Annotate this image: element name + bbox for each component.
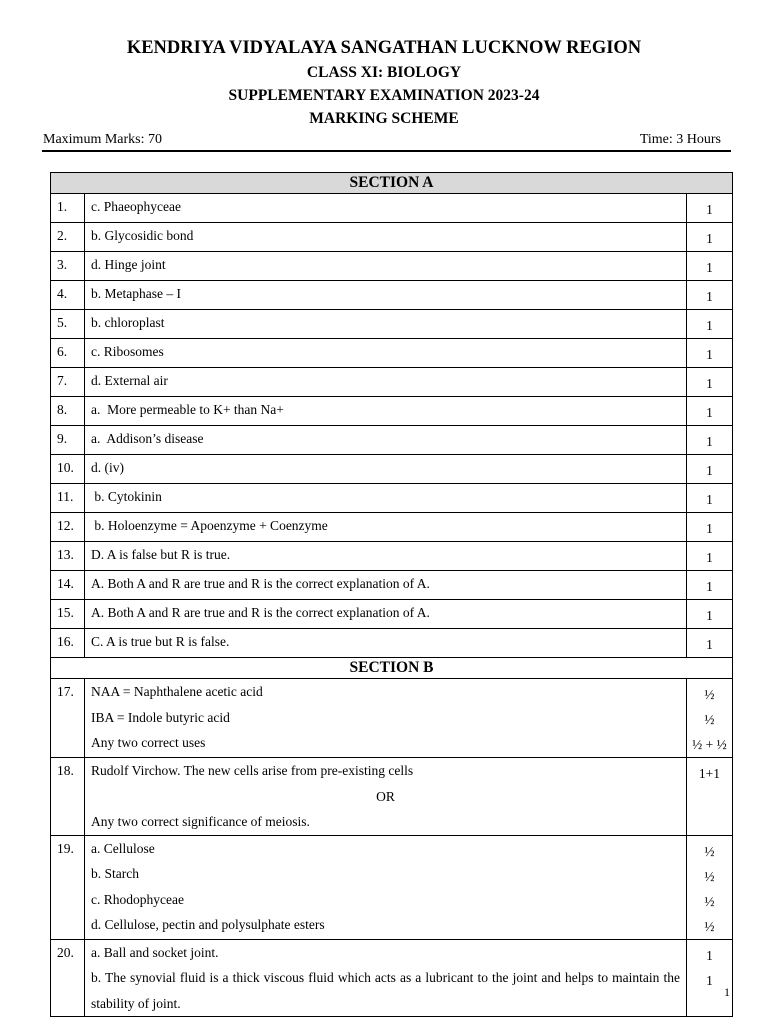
mark-value: 1 [686,426,732,455]
answer-line: a. Cellulose [91,840,155,856]
mark-value: 1+1 [698,766,721,781]
mark-value: 1 [686,310,732,339]
question-row [51,194,733,223]
question-row [51,252,733,281]
mark-value: 1 [686,368,732,397]
question-row [51,513,733,542]
question-row [51,223,733,252]
answer-line: IBA = Indole butyric acid [91,709,230,725]
answer-line: a. Ball and socket joint. [91,944,219,960]
question-number: 17. [51,679,85,758]
mark-value: 1 [686,194,732,223]
marks-cell [686,939,732,1017]
answer-text: a. More permeable to K+ than Na+ [85,397,687,426]
mark-value: 1 [686,397,732,426]
answer-text: a. Addison’s disease [85,426,687,455]
question-row-19 [51,835,733,939]
header-rule [42,150,731,152]
question-row-20 [51,939,733,1017]
mark-value: ½ [704,918,715,934]
question-number: 1. [51,194,85,223]
answer-line: d. Cellulose, pectin and polysulphate esters [91,917,325,932]
answer-text: d. (iv) [85,455,687,484]
mark-value: 1 [686,600,732,629]
question-number: 14. [51,571,85,600]
section-a-title: SECTION A [51,173,733,194]
section-b-title: SECTION B [51,658,733,679]
answer-line: NAA = Naphthalene acetic acid [91,684,263,699]
marking-scheme-body [51,173,733,1017]
question-number: 13. [51,542,85,571]
mark-value: 1 [686,542,732,571]
answer-line: b. Starch [91,866,139,881]
question-row [51,310,733,339]
question-number: 4. [51,281,85,310]
page-number: 1 [724,985,730,999]
answer-cell [85,758,687,836]
mark-value: 1 [686,223,732,252]
marks-cell [686,679,732,758]
mark-value: ½ [704,893,715,909]
mark-value: ½ [704,843,715,859]
answer-text: b. Glycosidic bond [85,223,687,252]
mark-value: 1 [686,339,732,368]
question-row [51,600,733,629]
question-row-17 [51,679,733,758]
max-marks: Maximum Marks: 70 [43,132,162,147]
mark-value: ½ [704,868,715,884]
mark-value: 1 [686,571,732,600]
question-row-18 [51,758,733,836]
question-number: 5. [51,310,85,339]
question-row [51,339,733,368]
question-row [51,542,733,571]
marks-cell [686,835,732,939]
question-row [51,368,733,397]
answer-cell [85,679,687,758]
answer-text: A. Both A and R are true and R is the correct explanation of A. [85,571,687,600]
question-number: 20. [51,939,85,1017]
question-number: 8. [51,397,85,426]
question-row [51,484,733,513]
exam-title: SUPPLEMENTARY EXAMINATION 2023-24 [228,87,540,104]
mark-value: 1 [686,484,732,513]
question-number: 11. [51,484,85,513]
question-number: 10. [51,455,85,484]
question-number: 3. [51,252,85,281]
answer-text: b. Cytokinin [85,484,687,513]
answer-paragraph: b. The synovial fluid is a thick viscous fluid which acts as a lubricant to the joint and helps to maintain the stability of joint. [91,970,680,1011]
answer-cell [85,835,687,939]
answer-line: c. Rhodophyceae [91,891,184,907]
answer-text: b. Metaphase – I [85,281,687,310]
mark-value: ½ [704,687,715,702]
marks-cell [686,758,732,836]
mark-value: 1 [706,972,713,988]
answer-text: A. Both A and R are true and R is the correct explanation of A. [85,600,687,629]
answer-text: c. Phaeophyceae [85,194,687,223]
answer-line: Any two correct uses [91,735,206,750]
mark-value: ½ + ½ [692,737,727,752]
answer-text: C. A is true but R is false. [85,629,687,658]
mark-value: 1 [706,947,713,963]
class-title: CLASS XI: BIOLOGY [306,64,462,81]
time-allowed: Time: 3 Hours [639,132,721,147]
org-title: KENDRIYA VIDYALAYA SANGATHAN LUCKNOW REGION [126,38,642,58]
document-title: MARKING SCHEME [309,110,459,127]
answer-text: b. chloroplast [85,310,687,339]
question-row [51,397,733,426]
question-number: 12. [51,513,85,542]
section-b-header [51,658,733,679]
mark-value: 1 [686,455,732,484]
question-number: 6. [51,339,85,368]
question-number: 18. [51,758,85,836]
mark-value: 1 [686,281,732,310]
section-a-header [51,173,733,194]
question-number: 19. [51,835,85,939]
answer-cell [85,939,687,1017]
or-separator: OR [376,788,395,804]
mark-value: ½ [704,712,715,727]
question-row [51,455,733,484]
question-row [51,571,733,600]
answer-text: d. Hinge joint [85,252,687,281]
question-number: 15. [51,600,85,629]
marking-scheme-table [50,172,733,1017]
answer-text: c. Ribosomes [85,339,687,368]
mark-value: 1 [686,252,732,281]
question-number: 7. [51,368,85,397]
question-number: 16. [51,629,85,658]
answer-text: b. Holoenzyme = Apoenzyme + Coenzyme [85,513,687,542]
question-number: 9. [51,426,85,455]
mark-value: 1 [686,629,732,658]
mark-value: 1 [686,513,732,542]
answer-line: Rudolf Virchow. The new cells arise from pre-existing cells [91,763,414,778]
answer-text: d. External air [85,368,687,397]
answer-text: D. A is false but R is true. [85,542,687,571]
answer-line: Any two correct significance of meiosis. [91,814,310,829]
question-number: 2. [51,223,85,252]
question-row [51,629,733,658]
question-row [51,426,733,455]
question-row [51,281,733,310]
